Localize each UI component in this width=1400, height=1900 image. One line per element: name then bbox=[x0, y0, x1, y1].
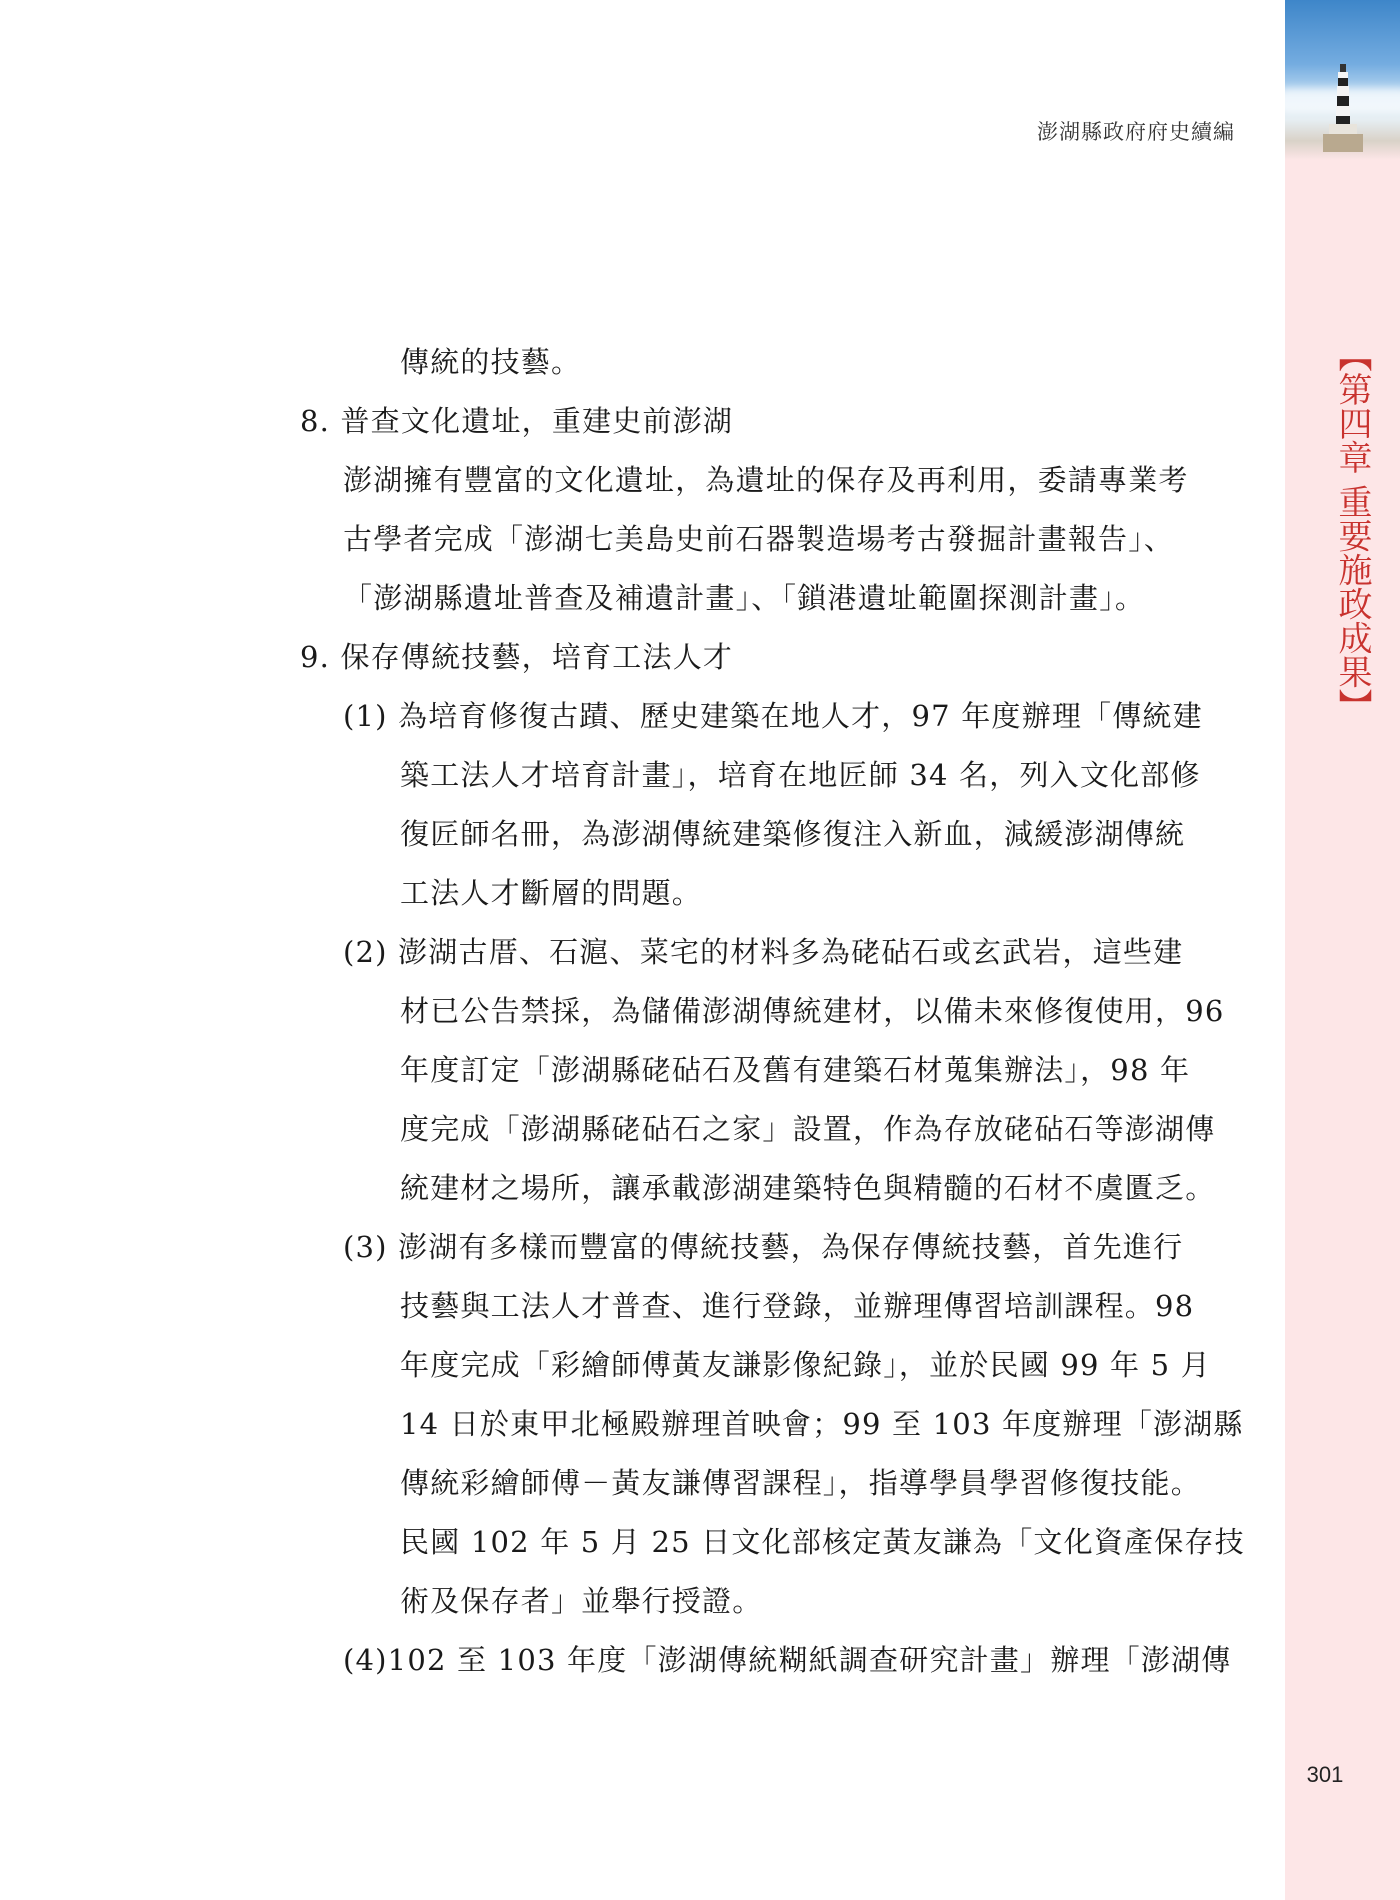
lighthouse-photo bbox=[1285, 0, 1400, 160]
text-line: 技藝與工法人才普查、進行登錄，並辦理傳習培訓課程。98 bbox=[400, 1289, 1195, 1323]
running-header: 澎湖縣政府府史續編 bbox=[1037, 120, 1235, 144]
lighthouse-icon bbox=[1323, 62, 1363, 152]
text-line: 工法人才斷層的問題。 bbox=[400, 876, 703, 910]
text-line: 度完成「澎湖縣硓砧石之家」設置，作為存放硓砧石等澎湖傳 bbox=[400, 1112, 1216, 1146]
side-strip bbox=[1285, 0, 1400, 1900]
text-line: 傳統彩繪師傅－黃友謙傳習課程」，指導學員學習修復技能。 bbox=[400, 1466, 1201, 1500]
text-line: 術及保存者」並舉行授證。 bbox=[400, 1584, 763, 1618]
text-line: 年度訂定「澎湖縣硓砧石及舊有建築石材蒐集辦法」，98 年 bbox=[400, 1053, 1191, 1087]
text-line: 年度完成「彩繪師傅黃友謙影像紀錄」，並於民國 99 年 5 月 bbox=[400, 1348, 1211, 1382]
text-line: (2) 澎湖古厝、石滬、菜宅的材料多為硓砧石或玄武岩，這些建 bbox=[343, 935, 1184, 969]
section-heading: 8. 普查文化遺址，重建史前澎湖 bbox=[300, 404, 734, 438]
text-line: 澎湖擁有豐富的文化遺址，為遺址的保存及再利用，委請專業考 bbox=[343, 463, 1189, 497]
text-line: (4)102 至 103 年度「澎湖傳統糊紙調查研究計畫」辦理「澎湖傳 bbox=[343, 1643, 1232, 1677]
text-line: 「澎湖縣遺址普查及補遺計畫」、「鎖港遺址範圍探測計畫」。 bbox=[343, 581, 1146, 615]
text-line: 古學者完成「澎湖七美島史前石器製造場考古發掘計畫報告」、 bbox=[343, 522, 1175, 556]
section-heading: 9. 保存傳統技藝，培育工法人才 bbox=[300, 640, 734, 674]
text-line: 材已公告禁採，為儲備澎湖傳統建材，以備未來修復使用，96 bbox=[400, 994, 1225, 1028]
chapter-tab: 【第四章 重要施政成果】 bbox=[1332, 338, 1372, 723]
text-line: 14 日於東甲北極殿辦理首映會；99 至 103 年度辦理「澎湖縣 bbox=[400, 1407, 1244, 1441]
text-line: 復匠師名冊，為澎湖傳統建築修復注入新血，減緩澎湖傳統 bbox=[400, 817, 1186, 851]
page-number: 301 bbox=[1306, 1762, 1344, 1787]
text-line: (3) 澎湖有多樣而豐富的傳統技藝，為保存傳統技藝，首先進行 bbox=[343, 1230, 1184, 1264]
text-line: 築工法人才培育計畫」，培育在地匠師 34 名，列入文化部修 bbox=[400, 758, 1201, 792]
text-line: 民國 102 年 5 月 25 日文化部核定黃友謙為「文化資產保存技 bbox=[400, 1525, 1245, 1559]
text-line: 傳統的技藝。 bbox=[400, 345, 582, 379]
text-line: 統建材之場所，讓承載澎湖建築特色與精髓的石材不虞匱乏。 bbox=[400, 1171, 1216, 1205]
text-line: (1) 為培育修復古蹟、歷史建築在地人才，97 年度辦理「傳統建 bbox=[343, 699, 1203, 733]
